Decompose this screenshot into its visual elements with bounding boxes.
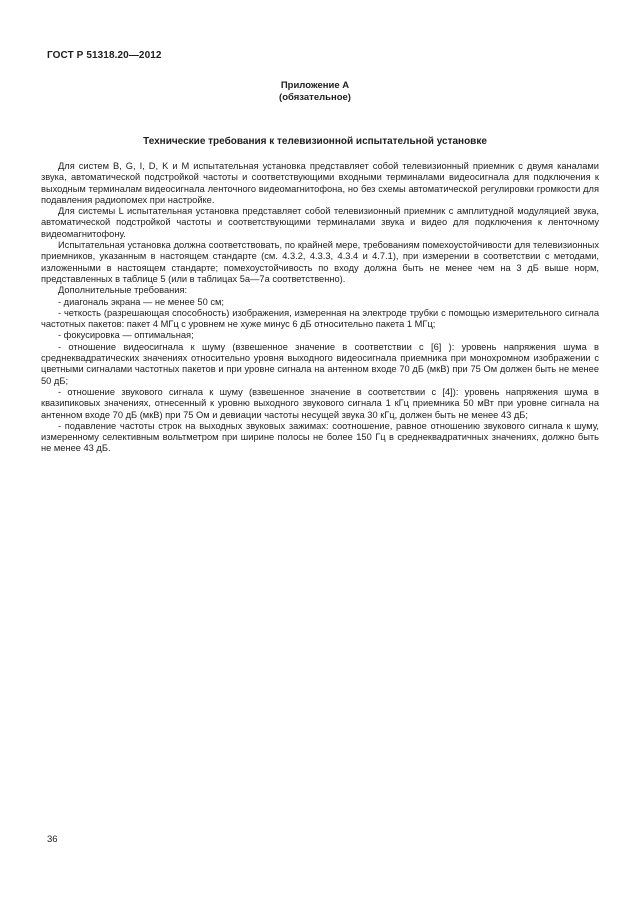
paragraph: Для системы L испытательная установка представляет собой телевизионный приемник с амплитудной модуляцией звука, автоматической подстройкой частоты и соответствующими терминалами звука и видео для подключения к ленточному видеомагнитофону. bbox=[41, 206, 599, 239]
page-number: 36 bbox=[47, 834, 58, 845]
appendix-label: Приложение А bbox=[280, 80, 350, 91]
paragraph: Испытательная установка должна соответствовать, по крайней мере, требованиям помехоустойчивости для телевизионных приемников, указанным в настоящем стандарте (см. 4.3.2, 4.3.3, 4.3.4 и 4.7.1), при измерении в соответствии с методами, изложенными в настоящем стандарте; помехоустойчивость по входу должна быть не менее чем на 3 дБ выше норм, представленных в таблице 5 (или в таблицах 5а—7а соответственно). bbox=[41, 240, 599, 284]
paragraph: Для систем B, G, I, D, K и M испытательная установка представляет собой телевизионный приемник с двумя каналами звука, автоматической подстройкой частоты и соответствующими входными терминалами видеосигнала для подключения к выходным терминалам видеосигнала ленточного видеомагнитофона, но без схемы автоматической регулировки громкости для подавления радиопомех при настройке. bbox=[41, 161, 599, 205]
body-text bbox=[41, 161, 599, 455]
paragraph: - фокусировка — оптимальная; bbox=[58, 330, 194, 341]
paragraph: - отношение звукового сигнала к шуму (взвешенное значение в соответствии с [4]): уровень напряжения шума в квазипиковых значениях, отнесенный к уровню выходного звукового сигнала 1 кГц приемника 50 мВт при уровне сигнала на антенном входе 70 дБ (мкВ) при 75 Ом и девиации частоты несущей звука 30 кГц, должен быть не менее 43 дБ; bbox=[41, 386, 599, 420]
paragraph: - диагональ экрана — не менее 50 см; bbox=[58, 296, 224, 307]
appendix-title: Технические требования к телевизионной испытательной установке bbox=[143, 136, 487, 147]
paragraph: - четкость (разрешающая способность) изображения, измеренная на электроде трубки с помощью измерительного сигнала частотных пакетов: пакет 4 МГц с уровнем не хуже минус 6 дБ относительно пакета 1 МГц; bbox=[41, 307, 599, 330]
paragraph: - подавление частоты строк на выходных звуковых зажимах: соотношение, равное отношению звукового сигнала к шуму, измеренному селективным вольтметром при ширине полосы не более 150 Гц в среднеквадратичных значениях, должно быть не менее 43 дБ. bbox=[41, 420, 599, 454]
paragraph: - отношение видеосигнала к шуму (взвешенное значение в соответствии с [6] ): уровень напряжения шума в среднеквадратических значениях относительно уровня выходного видеосигнала приемника при монохромном изображении с цветными сигналами частотных пакетов и при уровне сигнала на антенном входе 70 дБ (мкВ) при 75 Ом должен быть не менее 50 дБ; bbox=[41, 341, 599, 386]
paragraph: Дополнительные требования: bbox=[58, 285, 188, 296]
appendix-sublabel: (обязательное) bbox=[279, 92, 351, 103]
running-header: ГОСТ Р 51318.20—2012 bbox=[47, 50, 162, 61]
